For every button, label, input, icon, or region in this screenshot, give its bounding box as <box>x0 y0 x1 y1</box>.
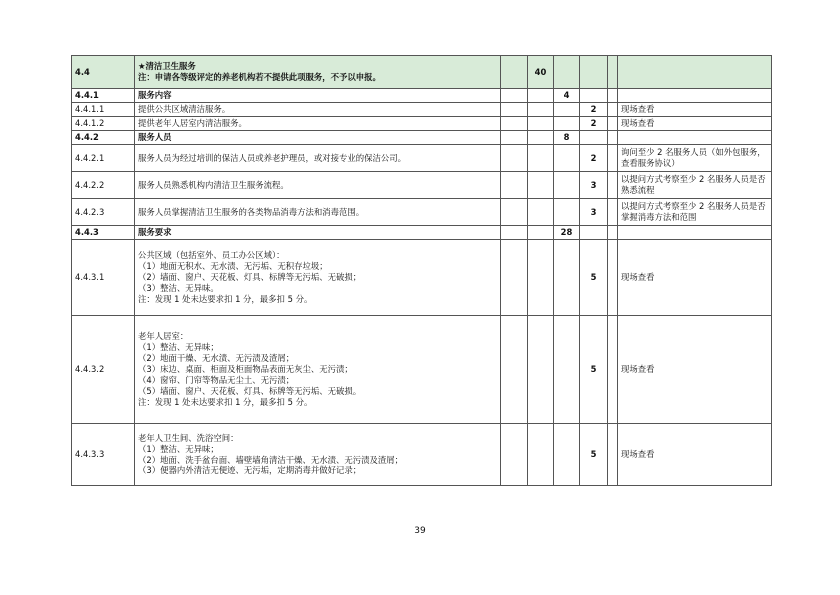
total-score-cell <box>528 145 554 172</box>
blank-cell <box>501 424 528 486</box>
method-cell <box>618 226 772 240</box>
check-cell <box>608 240 618 316</box>
blank-cell <box>501 172 528 199</box>
table-row <box>72 145 772 172</box>
check-cell <box>608 89 618 103</box>
item-content <box>135 199 501 226</box>
item-code: 4.4.1 <box>72 89 135 103</box>
item-code: 4.4.2.1 <box>72 145 135 172</box>
method-cell <box>618 131 772 145</box>
item-content <box>135 240 501 316</box>
subtotal-score-cell <box>554 103 580 117</box>
score-cell: 3 <box>580 199 608 226</box>
method-cell <box>618 56 772 89</box>
content-line: 服务人员 <box>138 132 172 143</box>
content-line: （4）窗帘、门帘等物品无尘土、无污渍； <box>138 374 295 385</box>
content-line: 提供公共区域清洁服务。 <box>138 104 231 115</box>
check-cell <box>608 316 618 424</box>
table-row <box>72 56 772 89</box>
score-cell: 2 <box>580 117 608 131</box>
content-line: （3）便器内外清洁无便迹、无污垢，定期消毒并做好记录； <box>138 465 362 476</box>
check-cell <box>608 199 618 226</box>
content-line: （1）地面无积水、无水渍、无污垢、无积存垃圾； <box>138 261 328 272</box>
item-content <box>135 424 501 486</box>
blank-cell <box>501 199 528 226</box>
content-line: 服务人员为经过培训的保洁人员或养老护理员，或对接专业的保洁公司。 <box>138 152 406 163</box>
method-cell: 现场查看 <box>618 117 772 131</box>
content-line: （2）地面干燥、无水渍、无污渍及渣屑； <box>138 353 295 364</box>
score-cell: 5 <box>580 316 608 424</box>
method-cell: 现场查看 <box>618 424 772 486</box>
check-cell <box>608 172 618 199</box>
blank-cell <box>501 240 528 316</box>
score-cell: 2 <box>580 103 608 117</box>
table-row <box>72 131 772 145</box>
score-cell: 5 <box>580 240 608 316</box>
subtotal-score-cell <box>554 199 580 226</box>
subtotal-score-cell <box>554 117 580 131</box>
table-row <box>72 199 772 226</box>
score-cell <box>580 89 608 103</box>
check-cell <box>608 145 618 172</box>
total-score-cell <box>528 424 554 486</box>
content-line: ★清洁卫生服务 <box>138 61 196 72</box>
item-code: 4.4.3.3 <box>72 424 135 486</box>
table-row <box>72 172 772 199</box>
blank-cell <box>501 131 528 145</box>
score-cell <box>580 226 608 240</box>
total-score-cell: 40 <box>528 56 554 89</box>
subtotal-score-cell <box>554 172 580 199</box>
check-cell <box>608 103 618 117</box>
item-code: 4.4.3.2 <box>72 316 135 424</box>
total-score-cell <box>528 131 554 145</box>
method-cell: 以提问方式考察至少 2 名服务人员是否熟悉流程 <box>618 172 772 199</box>
item-content <box>135 316 501 424</box>
item-code: 4.4.2.2 <box>72 172 135 199</box>
item-code: 4.4.3.1 <box>72 240 135 316</box>
content-line: 注：发现 1 处未达要求扣 1 分，最多扣 5 分。 <box>138 396 313 407</box>
method-cell: 现场查看 <box>618 103 772 117</box>
content-line: 注：发现 1 处未达要求扣 1 分，最多扣 5 分。 <box>138 293 313 304</box>
subtotal-score-cell <box>554 240 580 316</box>
content-line: 老年人居室： <box>138 331 189 342</box>
content-line: 提供老年人居室内清洁服务。 <box>138 118 247 129</box>
item-content <box>135 131 501 145</box>
item-content <box>135 117 501 131</box>
content-line: 服务内容 <box>138 90 172 101</box>
content-line: （5）墙面、窗户、天花板、灯具、标牌等无污垢、无破损。 <box>138 385 362 396</box>
score-cell: 3 <box>580 172 608 199</box>
score-cell: 5 <box>580 424 608 486</box>
subtotal-score-cell <box>554 316 580 424</box>
content-line: （2）地面、洗手盆台面、墙壁墙角清洁干燥、无水渍、无污渍及渣屑； <box>138 454 403 465</box>
subtotal-score-cell <box>554 56 580 89</box>
score-cell <box>580 56 608 89</box>
content-line: （3）床边、桌面、柜面及柜面物品表面无灰尘、无污渍； <box>138 364 353 375</box>
total-score-cell <box>528 226 554 240</box>
content-line: 服务人员掌握清洁卫生服务的各类物品消毒方法和消毒范围。 <box>138 206 365 217</box>
blank-cell <box>501 89 528 103</box>
item-content <box>135 56 501 89</box>
item-code: 4.4 <box>72 56 135 89</box>
content-line: （1）整洁、无异味； <box>138 443 219 454</box>
check-cell <box>608 226 618 240</box>
blank-cell <box>501 56 528 89</box>
total-score-cell <box>528 240 554 316</box>
total-score-cell <box>528 103 554 117</box>
table-row <box>72 89 772 103</box>
check-cell <box>608 131 618 145</box>
check-cell <box>608 56 618 89</box>
content-line: （3）整洁、无异味。 <box>138 282 219 293</box>
blank-cell <box>501 145 528 172</box>
item-content <box>135 103 501 117</box>
blank-cell <box>501 103 528 117</box>
table-row <box>72 103 772 117</box>
table-row <box>72 117 772 131</box>
subtotal-score-cell: 28 <box>554 226 580 240</box>
check-cell <box>608 424 618 486</box>
table-row <box>72 240 772 316</box>
table-row <box>72 316 772 424</box>
content-line: 注：申请各等级评定的养老机构若不提供此项服务，不予以申报。 <box>138 72 381 82</box>
item-content <box>135 145 501 172</box>
total-score-cell <box>528 117 554 131</box>
item-code: 4.4.1.2 <box>72 117 135 131</box>
content-line: （1）整洁、无异味； <box>138 342 219 353</box>
score-cell <box>580 131 608 145</box>
item-code: 4.4.3 <box>72 226 135 240</box>
table-row <box>72 226 772 240</box>
item-code: 4.4.1.1 <box>72 103 135 117</box>
subtotal-score-cell: 4 <box>554 89 580 103</box>
content-line: 服务要求 <box>138 227 172 238</box>
item-content <box>135 226 501 240</box>
blank-cell <box>501 117 528 131</box>
item-code: 4.4.2.3 <box>72 199 135 226</box>
blank-cell <box>501 226 528 240</box>
evaluation-table <box>71 55 772 486</box>
item-content <box>135 89 501 103</box>
method-cell: 现场查看 <box>618 240 772 316</box>
method-cell <box>618 89 772 103</box>
check-cell <box>608 117 618 131</box>
method-cell: 现场查看 <box>618 316 772 424</box>
total-score-cell <box>528 172 554 199</box>
total-score-cell <box>528 316 554 424</box>
score-cell: 2 <box>580 145 608 172</box>
subtotal-score-cell <box>554 424 580 486</box>
blank-cell <box>501 316 528 424</box>
total-score-cell <box>528 89 554 103</box>
item-code: 4.4.2 <box>72 131 135 145</box>
page-number: 39 <box>414 526 426 536</box>
subtotal-score-cell: 8 <box>554 131 580 145</box>
content-line: 公共区域（包括室外、员工办公区域）： <box>138 250 285 261</box>
table-row <box>72 424 772 486</box>
content-line: 服务人员熟悉机构内清洁卫生服务流程。 <box>138 179 289 190</box>
method-cell: 询问至少 2 名服务人员（如外包服务，查看服务协议） <box>618 145 772 172</box>
content-line: 老年人卫生间、洗浴空间： <box>138 432 239 443</box>
total-score-cell <box>528 199 554 226</box>
method-cell: 以提问方式考察至少 2 名服务人员是否掌握消毒方法和范围 <box>618 199 772 226</box>
subtotal-score-cell <box>554 145 580 172</box>
content-line: （2）墙面、窗户、天花板、灯具、标牌等无污垢、无破损； <box>138 272 362 283</box>
item-content <box>135 172 501 199</box>
